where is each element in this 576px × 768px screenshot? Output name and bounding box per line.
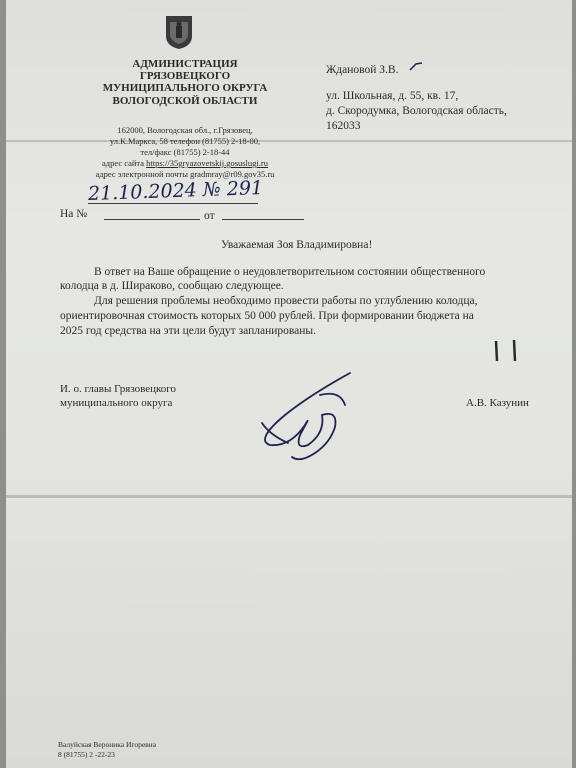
greeting: Уважаемая Зоя Владимировна! — [221, 239, 373, 251]
body-paragraph-line: Для решения проблемы необходимо провести работы по углублению колодца, — [94, 295, 478, 307]
reference-no-label: На № — [60, 208, 88, 220]
org-name-line: ГРЯЗОВЕЦКОГО — [139, 70, 231, 82]
fold-line — [6, 495, 572, 498]
signatory-position-line: И. о. главы Грязовецкого — [60, 383, 177, 395]
body-paragraph-line: ориентировочная стоимость которых 50 000 рублей. При формировании бюджета на — [60, 310, 474, 322]
site-line — [75, 158, 295, 168]
coat-of-arms-emblem — [164, 14, 194, 50]
recipient-address-line: д. Скородумка, Вологодская область, — [326, 105, 507, 117]
body-paragraph-line: 2025 год средства на эти цели будут запланированы. — [60, 325, 317, 337]
signatory-name: А.В. Казунин — [466, 397, 529, 409]
signatory-position-line: муниципального округа — [60, 397, 173, 409]
executor-name: Валуйская Вероника Игоревна — [58, 740, 157, 749]
recipient-address-line: ул. Школьная, д. 55, кв. 17, — [326, 90, 459, 102]
handwritten-signature — [250, 365, 360, 470]
executor-phone: 8 (81755) 2 -22-23 — [58, 750, 115, 759]
body-paragraph-line: колодца в д. Шираково, сообщаю следующее. — [60, 280, 284, 292]
address-line: 162000, Вологодская обл., г.Грязовец, — [117, 125, 253, 135]
reference-no-line — [104, 219, 200, 220]
org-name-line: ВОЛОГОДСКОЙ ОБЛАСТИ — [112, 95, 258, 107]
org-name-line: АДМИНИСТРАЦИЯ — [132, 58, 238, 70]
email-label: адрес электронной почты — [95, 169, 188, 179]
address-line: ул.К.Маркса, 58 телефон (81755) 2-18-00, — [109, 136, 261, 146]
handwritten-mark — [490, 337, 530, 365]
reference-from-label: от — [204, 210, 215, 222]
date-underline — [88, 203, 258, 204]
org-name-line: МУНИЦИПАЛЬНОГО ОКРУГА — [102, 82, 268, 94]
address-line: тел/факс (81755) 2-18-44 — [140, 147, 230, 157]
email-address: gradmray@r09.gov35.ru — [190, 169, 275, 179]
recipient-address-line: 162033 — [326, 120, 361, 132]
handwritten-mark — [408, 60, 426, 74]
body-paragraph-line: В ответ на Ваше обращение о неудовлетворительном состоянии общественного — [94, 266, 486, 278]
handwritten-date-number: 21.10.2024 № 291 — [87, 176, 264, 206]
site-label: адрес сайта — [102, 158, 145, 168]
reference-from-line — [222, 219, 304, 220]
recipient-name: Ждановой З.В. — [326, 64, 399, 76]
site-link[interactable]: https://35gryazovetskij.gosuslugi.ru — [146, 158, 268, 168]
